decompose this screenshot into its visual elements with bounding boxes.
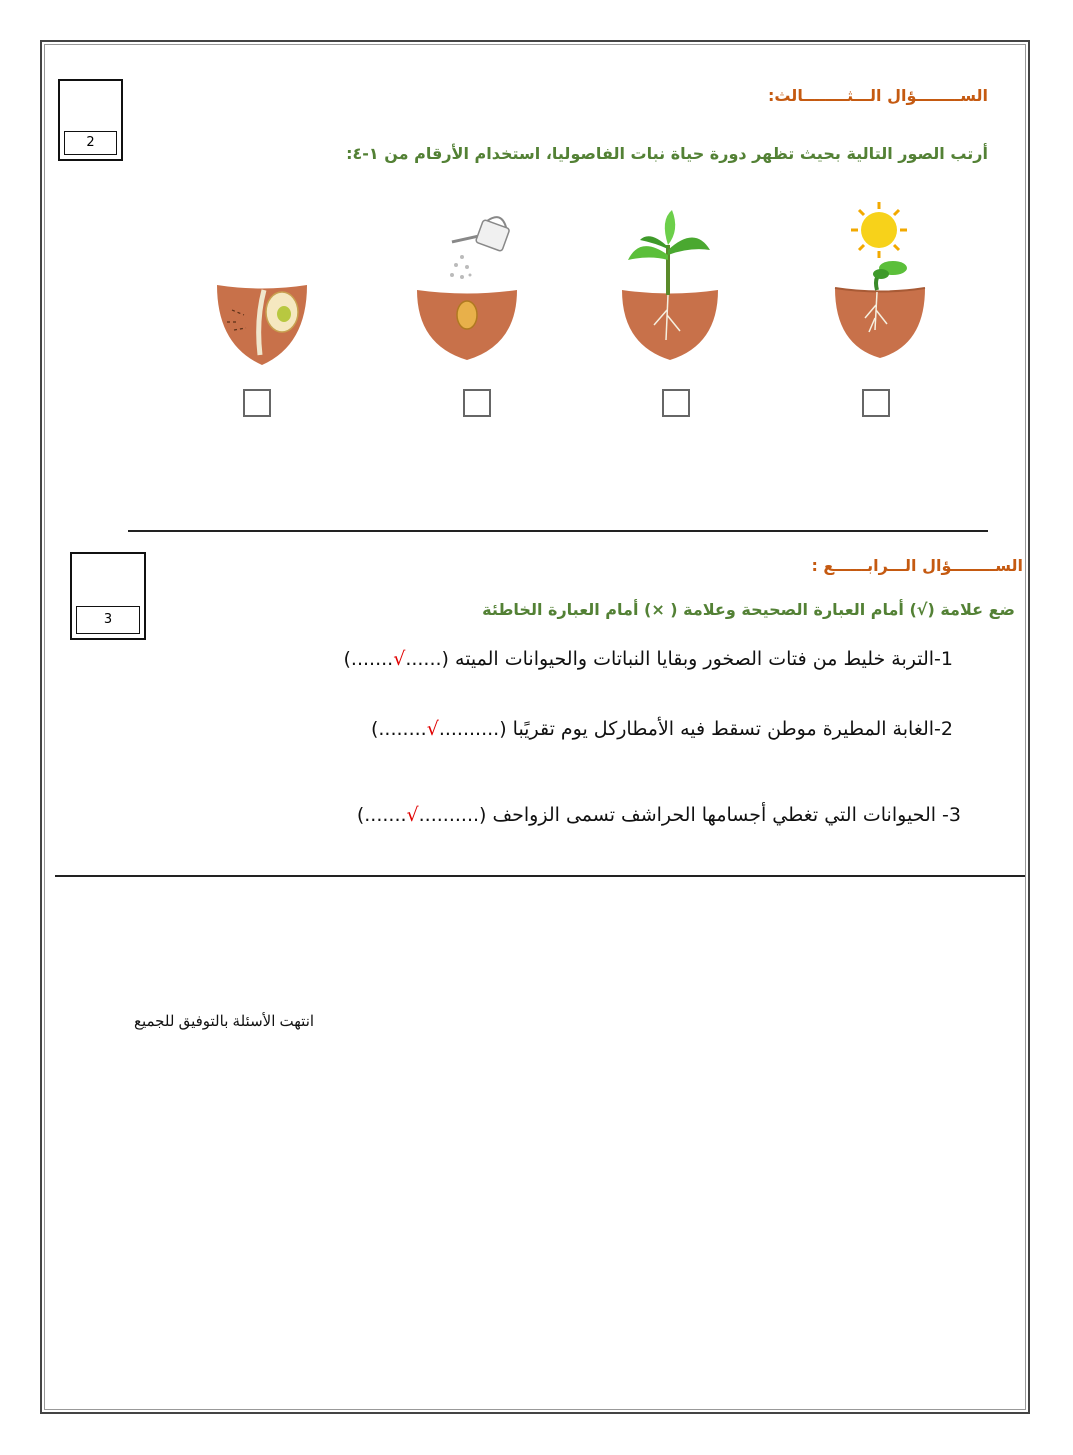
q4-score-box	[70, 552, 146, 640]
q3-score-box	[58, 79, 123, 161]
q3-title: الســــــــؤال الـــثــــــــالث:	[767, 86, 988, 105]
young-plant-icon	[610, 205, 730, 370]
separator-line	[128, 530, 988, 532]
statement-3-mark: √	[406, 804, 419, 826]
q4-instruction: ضع علامة (√) أمام العبارة الصحيحة وعلامة ( ×) أمام العبارة الخاطئة	[482, 600, 1015, 619]
statement-3	[357, 804, 961, 826]
statement-3-tail: .......)	[356, 804, 407, 826]
q4-score: 3	[76, 606, 140, 634]
statement-2-tail: ........)	[370, 718, 427, 740]
q4-title: الســــــــؤال الـــرابــــــع :	[811, 556, 1023, 575]
q3-score: 2	[64, 131, 117, 155]
q3-instruction: أرتب الصور التالية بحيث تظهر دورة حياة نبات الفاصوليا، استخدام الأرقام من ١-٤:	[346, 144, 988, 163]
statement-1-mark: √	[393, 648, 406, 670]
order-checkbox-4[interactable]	[243, 389, 271, 417]
order-checkbox-2[interactable]	[662, 389, 690, 417]
statement-1	[344, 648, 954, 670]
statement-2	[371, 718, 953, 740]
order-checkbox-1[interactable]	[862, 389, 890, 417]
statement-2-text: 2-الغابة المطيرة موطن تسقط فيه الأمطاركل يوم تقريًبا (..........	[438, 718, 953, 740]
order-checkbox-3[interactable]	[463, 389, 491, 417]
statement-1-text: 1-التربة خليط من فتات الصخور وبقايا النباتات والحيوانات الميته (......	[405, 648, 953, 670]
seed-watering-can-icon	[412, 205, 537, 370]
statement-1-tail: .......)	[343, 648, 394, 670]
germinating-seed-icon	[212, 270, 317, 375]
seedling-sun-icon	[825, 200, 935, 370]
separator-line-bottom	[55, 875, 1025, 877]
statement-2-mark: √	[426, 718, 439, 740]
statement-3-text: 3- الحيوانات التي تغطي أجسامها الحراشف تسمى الزواحف (..........	[418, 804, 961, 826]
closing-note: انتهت الأسئلة بالتوفيق للجميع	[134, 1013, 315, 1030]
